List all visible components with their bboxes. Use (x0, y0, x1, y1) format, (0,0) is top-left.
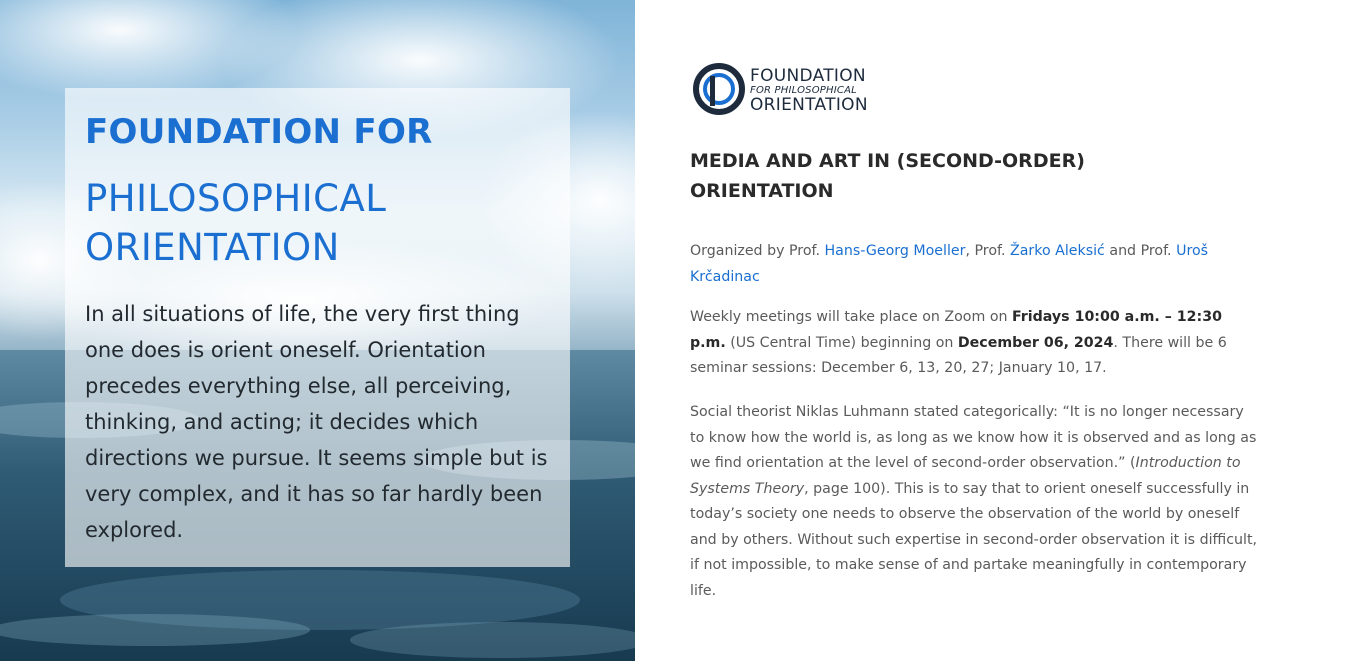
schedule-text: (US Central Time) beginning on (725, 334, 958, 351)
organizers-paragraph (690, 239, 1260, 290)
fpo-logo-icon (692, 62, 746, 116)
logo-text-line3: ORIENTATION (750, 95, 868, 115)
logo-text-line1: FOUNDATION (750, 66, 866, 86)
schedule-start-date: December 06, 2024 (957, 334, 1114, 351)
description-text: Social theorist Niklas Luhmann stated categorically: “It is no longer necessary to know how the world is, as long as we know how it is observed and as long as we find orientation at the level of second-order observation.” ( (690, 404, 1257, 471)
schedule-time: Fridays 10:00 a.m. – 12:30 p.m. (690, 309, 1222, 351)
schedule-text: . There will be 6 seminar sessions: December 6, 13, 20, 27; January 10, 17. (690, 334, 1227, 376)
organizers-separator: , Prof. (965, 243, 1010, 259)
book-title: Introduction to Systems Theory (690, 455, 1241, 497)
organizer-link-krcadinac[interactable]: Uroš Krčadinac (690, 243, 1209, 285)
hero-title-light: PHILOSOPHICAL ORIENTATION (85, 177, 387, 269)
organizers-separator: and Prof. (1104, 243, 1177, 259)
hero-section (0, 0, 635, 661)
hero-lead-text: In all situations of life, the very first thing one does is orient oneself. Orientation precedes everything else, all perceiving, thinking, and acting; it decides which directions we pursue. It seems simple but is very complex, and it has so far hardly been explored. (85, 302, 548, 542)
intro-card (65, 88, 570, 567)
schedule-text: Weekly meetings will take place on Zoom on (690, 309, 1012, 325)
foundation-logo[interactable] (692, 62, 912, 118)
hero-title-bold: FOUNDATION FOR (85, 112, 433, 152)
organizer-link-moeller[interactable]: Hans-Georg Moeller (824, 243, 966, 259)
description-text: , page 100). This is to say that to orient oneself successfully in today’s society one needs to observe the observation of the world by oneself and by others. Without such expertise in second-order observation it is difficult, if not impossible, to make sense of and partake meaningfully in contemporary life. (690, 480, 1258, 599)
description-paragraph (690, 400, 1260, 604)
event-title: MEDIA AND ART IN (SECOND-ORDER) ORIENTATION (690, 150, 1085, 202)
organizer-link-aleksic[interactable]: Žarko Aleksić (1009, 243, 1105, 259)
organizers-prefix: Organized by Prof. (690, 243, 825, 259)
logo-text-line2: FOR PHILOSOPHICAL (750, 85, 857, 96)
schedule-paragraph (690, 305, 1260, 382)
